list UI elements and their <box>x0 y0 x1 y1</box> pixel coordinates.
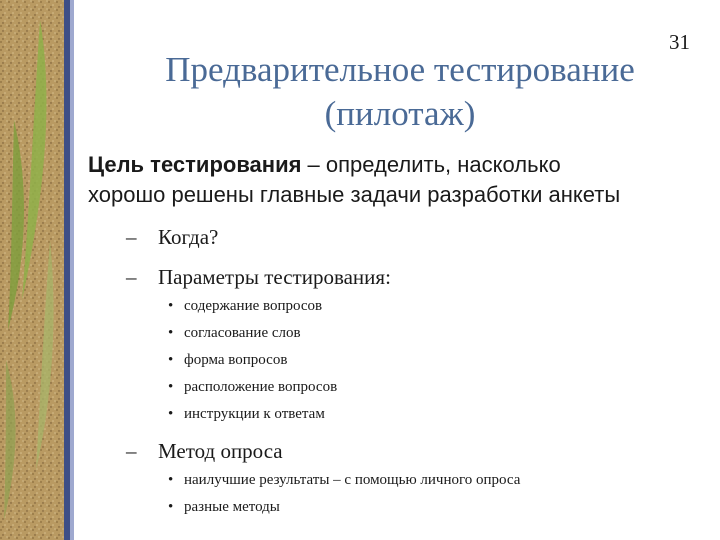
section-survey-method <box>126 438 708 464</box>
section-label: Параметры тестирования: <box>158 265 391 289</box>
grass-illustration <box>0 0 64 540</box>
section-label: Когда? <box>158 225 219 249</box>
list-item <box>168 377 708 397</box>
decorative-sand-grass-band <box>0 0 64 540</box>
bullet-marker: • <box>168 325 174 341</box>
survey-method-list <box>88 470 708 517</box>
list-item-text: разные методы <box>184 499 280 515</box>
list-item <box>168 323 708 343</box>
test-parameters-list <box>88 296 708 424</box>
bullet-marker: • <box>168 379 174 395</box>
band-divider-light <box>70 0 74 540</box>
bullet-marker: • <box>168 499 174 515</box>
intro-bold-term: Цель тестирования <box>88 152 302 177</box>
dash-marker: – <box>126 225 137 249</box>
intro-line-2: хорошо решены главные задачи разработки анкеты <box>88 182 621 207</box>
list-item-text: согласование слов <box>184 325 301 341</box>
bullet-marker: • <box>168 406 174 422</box>
bullet-marker: • <box>168 298 174 314</box>
slide-title-line-2: (пилотаж) <box>324 94 476 133</box>
bullet-marker: • <box>168 352 174 368</box>
intro-paragraph <box>88 150 708 210</box>
dash-marker: – <box>126 265 137 289</box>
slide-title <box>100 48 700 136</box>
list-item <box>168 296 708 316</box>
list-item-text: содержание вопросов <box>184 298 323 314</box>
slide-body <box>88 150 708 517</box>
list-item-text: форма вопросов <box>184 352 288 368</box>
intro-rest-line-1: – определить, насколько <box>301 152 561 177</box>
bullet-marker: • <box>168 472 174 488</box>
slide-title-line-1: Предварительное тестирование <box>165 50 635 89</box>
list-item-text: инструкции к ответам <box>184 406 325 422</box>
list-item <box>168 470 708 490</box>
section-when <box>126 224 708 250</box>
dash-marker: – <box>126 439 137 463</box>
list-item-text: расположение вопросов <box>184 379 338 395</box>
section-label: Метод опроса <box>158 439 283 463</box>
slide-number: 31 <box>669 30 690 54</box>
list-item <box>168 404 708 424</box>
section-test-parameters <box>126 264 708 290</box>
list-item <box>168 497 708 517</box>
list-item-text: наилучшие результаты – с помощью личного опроса <box>184 472 521 488</box>
list-item <box>168 350 708 370</box>
